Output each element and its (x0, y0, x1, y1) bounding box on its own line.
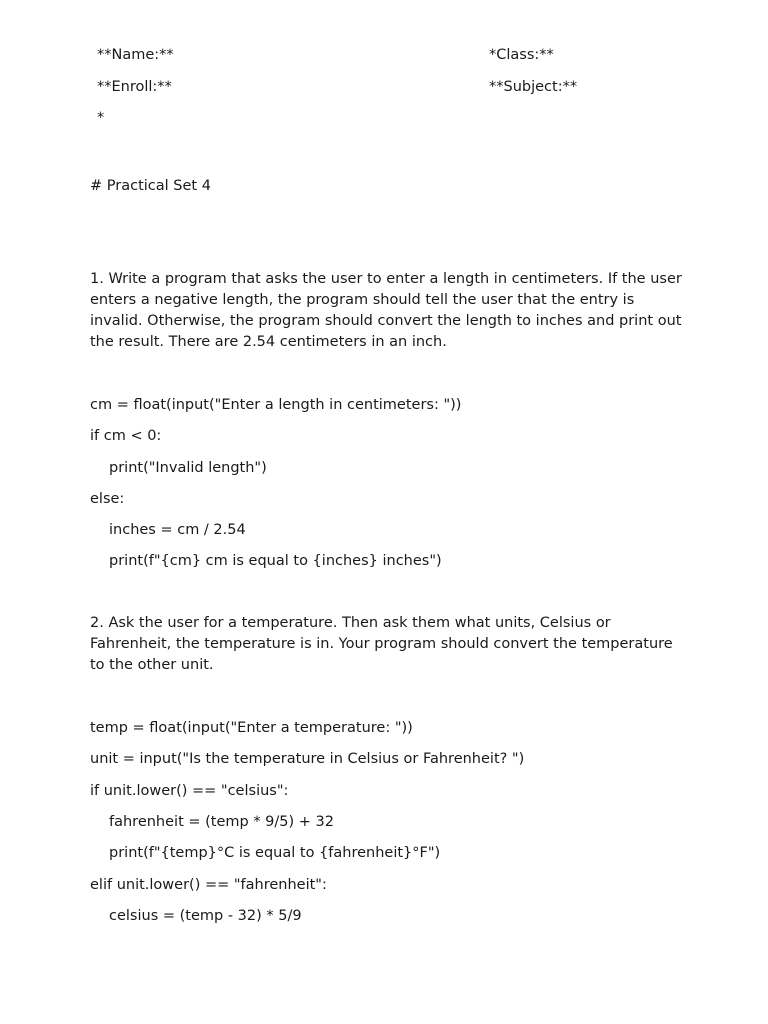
q1-code-line: inches = cm / 2.54 (109, 522, 246, 538)
page-title: # Practical Set 4 (90, 178, 211, 194)
question-2-text: 2. Ask the user for a temperature. Then ask them what units, Celsius or Fahrenheit, the temperature is in. Your program should convert the temperature to the other unit. (90, 615, 673, 673)
q2-code-line: if unit.lower() == "celsius": (90, 783, 289, 799)
name-label: **Name:** (97, 47, 174, 63)
q2-code-line: temp = float(input("Enter a temperature: ")) (90, 720, 413, 736)
q1-code-line: cm = float(input("Enter a length in centimeters: ")) (90, 397, 462, 413)
enroll-label: **Enroll:** (97, 79, 172, 95)
question-1-text: 1. Write a program that asks the user to enter a length in centimeters. If the user enters a negative length, the program should tell the user that the entry is invalid. Otherwise, the program should convert the length to inches and print out the result. There are 2.54 centimeters in an inch. (90, 271, 682, 350)
header-bullet: * (97, 110, 105, 126)
q1-code-line: else: (90, 491, 125, 507)
q2-code-line: print(f"{temp}°C is equal to {fahrenheit}°F") (109, 845, 441, 861)
q1-code-line: print(f"{cm} cm is equal to {inches} inches") (109, 553, 442, 569)
q1-code-line: print("Invalid length") (109, 460, 267, 476)
q2-code-line: unit = input("Is the temperature in Celsius or Fahrenheit? ") (90, 751, 525, 767)
q2-code-line: elif unit.lower() == "fahrenheit": (90, 877, 327, 893)
q2-code-line: celsius = (temp - 32) * 5/9 (109, 908, 302, 924)
class-label: *Class:** (489, 47, 554, 63)
q2-code-line: fahrenheit = (temp * 9/5) + 32 (109, 814, 334, 830)
subject-label: **Subject:** (489, 79, 578, 95)
q1-code-line: if cm < 0: (90, 428, 162, 444)
